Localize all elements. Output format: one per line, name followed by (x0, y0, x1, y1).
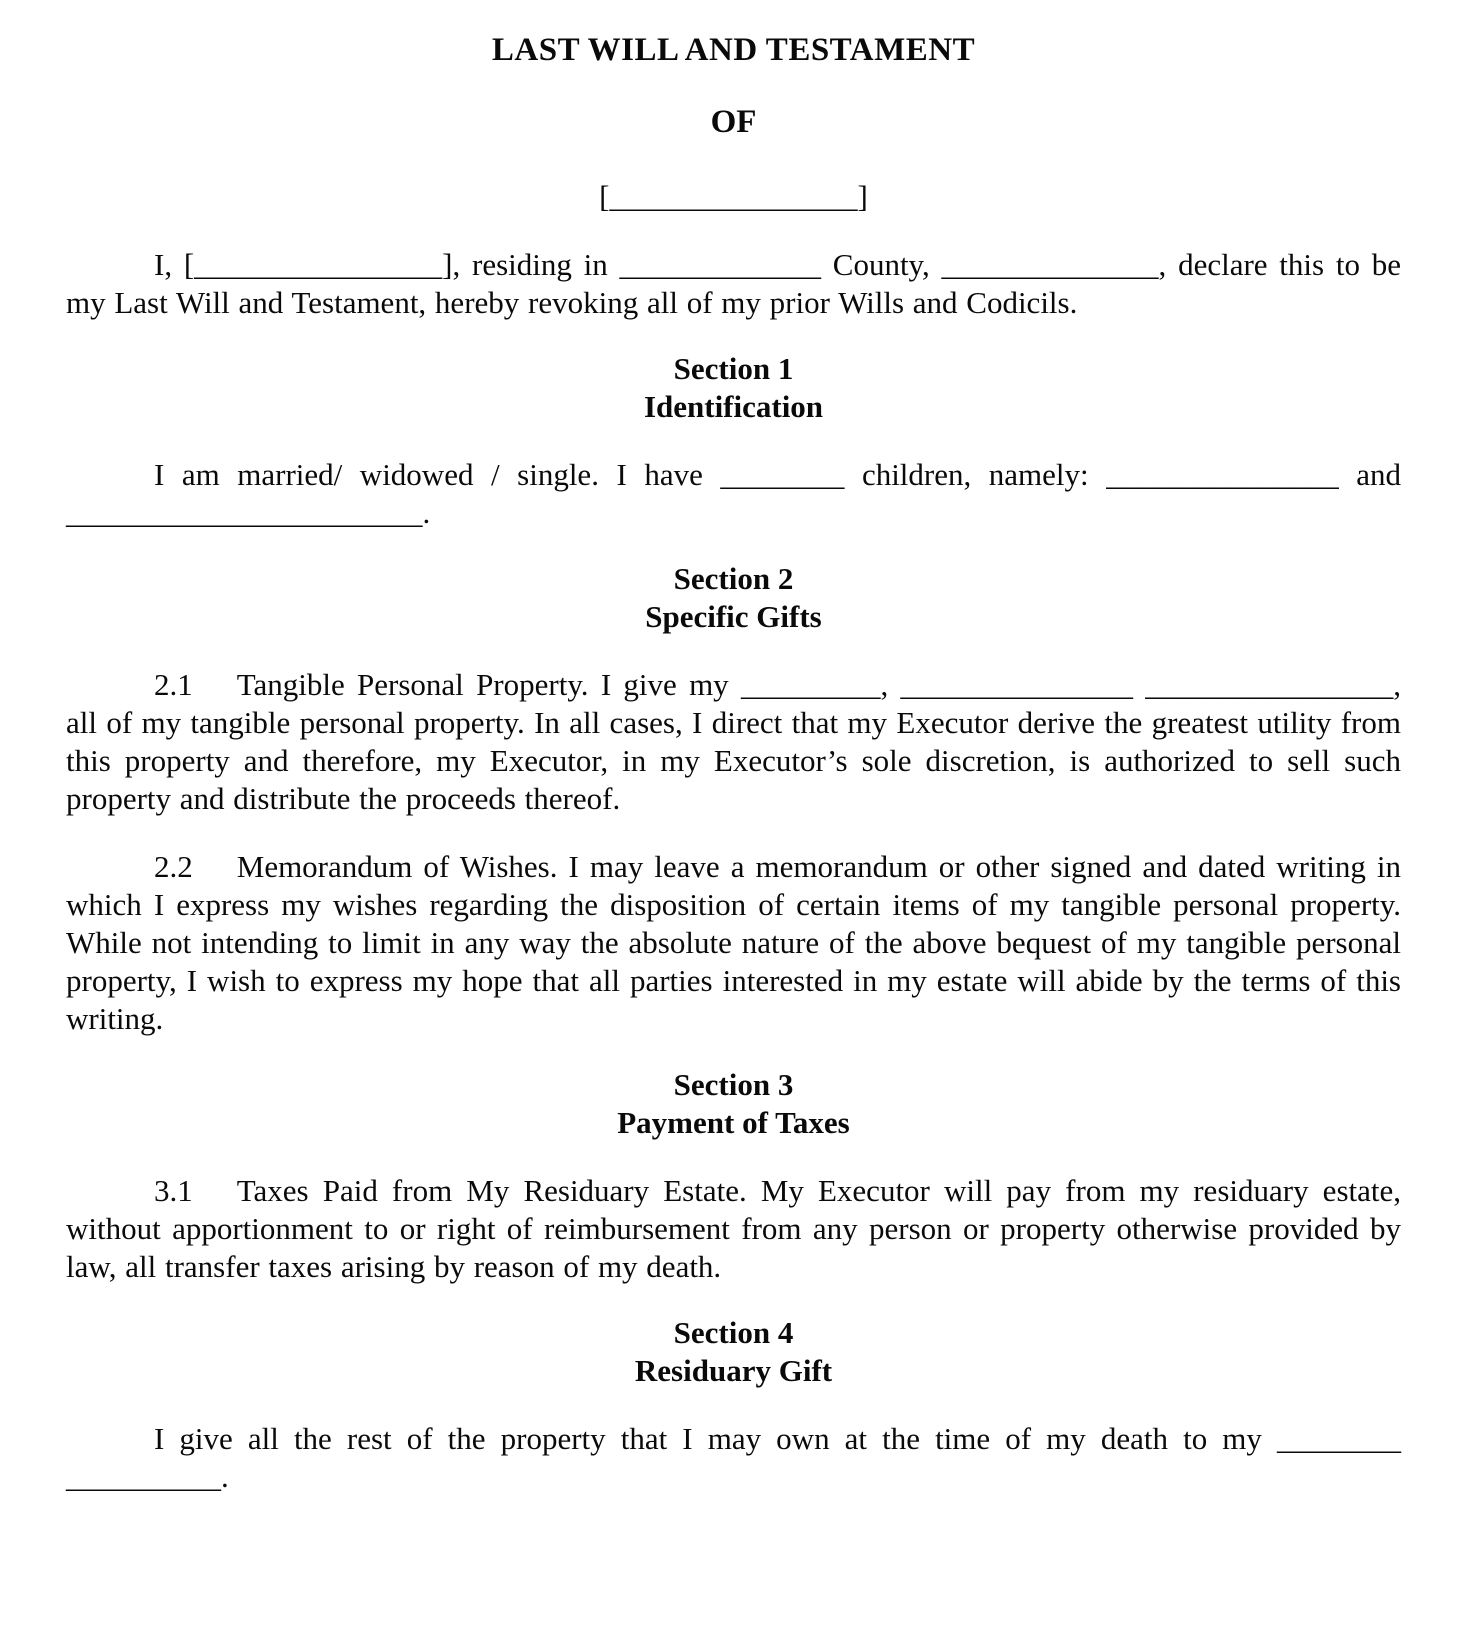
paragraph-text: I am married/ widowed / single. I have ________ children, namely: _______________ and _______________________. (66, 457, 1401, 530)
section-1-header (66, 350, 1401, 426)
paragraph-2-1 (66, 666, 1401, 818)
paragraph-text: Taxes Paid from My Residuary Estate. My Executor will pay from my residuary estate, without apportionment to or right of reimbursement from any person or property otherwise provided by law, all transfer taxes arising by reason of my death. (66, 1173, 1401, 1284)
section-2-header (66, 560, 1401, 636)
paragraph-number: 3.1 (154, 1173, 193, 1208)
section-3-heading: Section 3 (673, 1067, 794, 1102)
section-2-subheading: Specific Gifts (645, 599, 822, 634)
paragraph-number: 2.2 (154, 849, 193, 884)
section-4-header (66, 1314, 1401, 1390)
section-2-heading: Section 2 (673, 561, 794, 596)
section-4-subheading: Residuary Gift (634, 1353, 833, 1388)
section-4-heading: Section 4 (673, 1315, 794, 1350)
intro-paragraph: I, [________________], residing in _____________ County, ______________, declare this to be my Last Will and Testament, hereby revoking all of my prior Wills and Codicils. (66, 247, 1401, 320)
section-1-paragraph (66, 456, 1401, 532)
document-title: LAST WILL AND TESTAMENT (491, 32, 976, 68)
section-1-heading: Section 1 (673, 351, 794, 386)
paragraph-text: Tangible Personal Property. I give my _________, _______________ ________________, all of my tangible personal property. In all cases, I direct that my Executor derive the greatest utility from this property and therefore, my Executor, in my Executor’s sole discretion, is authorized to sell such property and distribute the proceeds thereof. (66, 667, 1401, 816)
paragraph-3-1 (66, 1172, 1401, 1286)
paragraph-number: 2.1 (154, 667, 193, 702)
section-3-subheading: Payment of Taxes (617, 1105, 850, 1140)
paragraph-2-2 (66, 848, 1401, 1038)
testator-name-blank: [________________] (599, 179, 868, 214)
section-1-subheading: Identification (643, 389, 824, 424)
section-4-paragraph (66, 1420, 1401, 1496)
of-heading: OF (710, 104, 757, 140)
paragraph-text: I give all the rest of the property that I may own at the time of my death to my ________ __________. (66, 1421, 1401, 1494)
paragraph-text: Memorandum of Wishes. I may leave a memorandum or other signed and dated writing in which I express my wishes regarding the disposition of certain items of my tangible personal property. While not intending to limit in any way the absolute nature of the above bequest of my tangible personal property, I wish to express my hope that all parties interested in my estate will abide by the terms of this writing. (66, 849, 1401, 1036)
section-3-header (66, 1066, 1401, 1142)
